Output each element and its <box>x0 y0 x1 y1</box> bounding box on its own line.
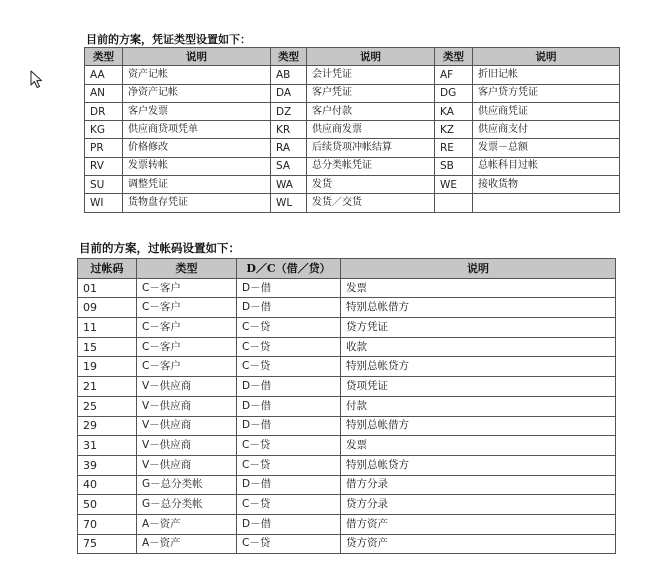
table-cell: 后续贷项冲帐结算 <box>307 139 435 157</box>
table-row <box>85 157 620 175</box>
column-header: 类型 <box>435 48 473 66</box>
table-cell: V－供应商 <box>137 455 237 475</box>
table-row <box>85 139 620 157</box>
table-cell: 发票 <box>341 436 616 456</box>
table-cell: 会计凭证 <box>307 66 435 84</box>
table-cell: AF <box>435 66 473 84</box>
table-cell: C－客户 <box>137 337 237 357</box>
table-cell: 贷方凭证 <box>341 318 616 338</box>
table-cell: SA <box>271 157 307 175</box>
table-cell: SU <box>85 176 123 194</box>
table-cell: RE <box>435 139 473 157</box>
posting-key-title: 目前的方案，过帐码设置如下： <box>79 241 240 255</box>
column-header: 类型 <box>271 48 307 66</box>
table-cell: KG <box>85 121 123 139</box>
table-cell: C－客户 <box>137 357 237 377</box>
table-cell: D－借 <box>237 396 341 416</box>
posting-key-header-row <box>78 259 616 279</box>
table-row <box>78 357 616 377</box>
table-cell: 供应商支付 <box>473 121 620 139</box>
table-cell: A－资产 <box>137 514 237 534</box>
table-cell: C－贷 <box>237 455 341 475</box>
table-cell: 01 <box>78 278 137 298</box>
table-cell: G－总分类帐 <box>137 475 237 495</box>
table-cell: 40 <box>78 475 137 495</box>
table-cell: DZ <box>271 102 307 120</box>
table-cell: 发票 <box>341 278 616 298</box>
table-cell: 收款 <box>341 337 616 357</box>
table-cell: 客户贷方凭证 <box>473 84 620 102</box>
table-cell: 发票－总额 <box>473 139 620 157</box>
table-cell: 调整凭证 <box>123 176 271 194</box>
table-cell: DR <box>85 102 123 120</box>
table-cell: 贷方分录 <box>341 495 616 515</box>
voucher-type-header-row <box>85 48 620 66</box>
table-cell: 客户发票 <box>123 102 271 120</box>
table-row <box>85 176 620 194</box>
table-cell: 借方资产 <box>341 514 616 534</box>
table-cell: D－借 <box>237 278 341 298</box>
table-cell: C－客户 <box>137 298 237 318</box>
table-cell: C－贷 <box>237 495 341 515</box>
table-row <box>78 377 616 397</box>
column-header: 说明 <box>123 48 271 66</box>
table-row <box>78 318 616 338</box>
table-cell: KR <box>271 121 307 139</box>
table-cell: 价格修改 <box>123 139 271 157</box>
table-cell <box>473 194 620 212</box>
table-cell: V－供应商 <box>137 396 237 416</box>
table-cell: WE <box>435 176 473 194</box>
voucher-type-title: 目前的方案，凭证类型设置如下： <box>86 33 251 46</box>
table-cell: 29 <box>78 416 137 436</box>
table-row <box>78 337 616 357</box>
table-cell: AN <box>85 84 123 102</box>
table-cell: V－供应商 <box>137 377 237 397</box>
table-cell: WI <box>85 194 123 212</box>
column-header: 类型 <box>85 48 123 66</box>
table-cell: 贷方资产 <box>341 534 616 554</box>
table-row <box>78 514 616 534</box>
table-cell: C－贷 <box>237 318 341 338</box>
table-cell: PR <box>85 139 123 157</box>
table-cell: 15 <box>78 337 137 357</box>
table-row <box>85 102 620 120</box>
table-cell: 客户凭证 <box>307 84 435 102</box>
table-cell: 供应商发票 <box>307 121 435 139</box>
table-cell: 19 <box>78 357 137 377</box>
table-cell: V－供应商 <box>137 436 237 456</box>
table-cell: 货物盘存凭证 <box>123 194 271 212</box>
table-row <box>78 455 616 475</box>
table-cell: D－借 <box>237 377 341 397</box>
column-header: 说明 <box>307 48 435 66</box>
table-cell: C－贷 <box>237 357 341 377</box>
posting-key-table <box>77 258 616 554</box>
table-cell: 接收货物 <box>473 176 620 194</box>
table-cell: C－贷 <box>237 337 341 357</box>
table-cell: 39 <box>78 455 137 475</box>
table-cell: D－借 <box>237 475 341 495</box>
table-cell: G－总分类帐 <box>137 495 237 515</box>
table-row <box>78 298 616 318</box>
table-cell: 发货／交货 <box>307 194 435 212</box>
table-cell: A－资产 <box>137 534 237 554</box>
table-cell: SB <box>435 157 473 175</box>
table-row <box>78 416 616 436</box>
table-cell: 客户付款 <box>307 102 435 120</box>
table-cell: 贷项凭证 <box>341 377 616 397</box>
table-cell: 31 <box>78 436 137 456</box>
table-cell: 折旧记帐 <box>473 66 620 84</box>
column-header: 类型 <box>137 259 237 279</box>
mouse-pointer-icon <box>30 70 44 90</box>
column-header: 说明 <box>473 48 620 66</box>
table-cell: RA <box>271 139 307 157</box>
table-cell: AA <box>85 66 123 84</box>
table-row <box>78 534 616 554</box>
table-cell: D－借 <box>237 514 341 534</box>
table-cell: 资产记帐 <box>123 66 271 84</box>
table-cell: 特别总帐借方 <box>341 298 616 318</box>
table-cell: C－客户 <box>137 278 237 298</box>
table-cell: RV <box>85 157 123 175</box>
table-cell: 供应商凭证 <box>473 102 620 120</box>
table-cell: WA <box>271 176 307 194</box>
table-cell: 75 <box>78 534 137 554</box>
table-cell: 21 <box>78 377 137 397</box>
table-cell: KA <box>435 102 473 120</box>
table-row <box>85 121 620 139</box>
table-cell: 总帐科目过帐 <box>473 157 620 175</box>
table-cell: 特别总帐贷方 <box>341 357 616 377</box>
table-row <box>78 396 616 416</box>
table-cell: 70 <box>78 514 137 534</box>
table-cell: 付款 <box>341 396 616 416</box>
table-cell: DA <box>271 84 307 102</box>
column-header: D／C（借／贷） <box>237 259 341 279</box>
table-cell: 11 <box>78 318 137 338</box>
voucher-type-table <box>84 47 620 213</box>
table-cell: 发货 <box>307 176 435 194</box>
table-cell: 25 <box>78 396 137 416</box>
table-cell: 净资产记帐 <box>123 84 271 102</box>
table-cell: AB <box>271 66 307 84</box>
table-row <box>78 475 616 495</box>
column-header: 说明 <box>341 259 616 279</box>
table-cell: 总分类帐凭证 <box>307 157 435 175</box>
table-cell: 供应商贷项凭单 <box>123 121 271 139</box>
table-cell: V－供应商 <box>137 416 237 436</box>
table-cell: C－贷 <box>237 534 341 554</box>
table-cell: 发票转帐 <box>123 157 271 175</box>
table-cell <box>435 194 473 212</box>
table-cell: 特别总帐借方 <box>341 416 616 436</box>
table-row <box>78 278 616 298</box>
table-cell: WL <box>271 194 307 212</box>
table-row <box>78 436 616 456</box>
table-row <box>85 194 620 212</box>
table-row <box>78 495 616 515</box>
table-cell: D－借 <box>237 416 341 436</box>
table-cell: 特别总帐贷方 <box>341 455 616 475</box>
column-header: 过帐码 <box>78 259 137 279</box>
table-cell: 09 <box>78 298 137 318</box>
table-cell: 50 <box>78 495 137 515</box>
table-row <box>85 84 620 102</box>
table-cell: KZ <box>435 121 473 139</box>
table-cell: DG <box>435 84 473 102</box>
table-cell: 借方分录 <box>341 475 616 495</box>
table-cell: C－贷 <box>237 436 341 456</box>
table-row <box>85 66 620 84</box>
table-cell: C－客户 <box>137 318 237 338</box>
table-cell: D－借 <box>237 298 341 318</box>
